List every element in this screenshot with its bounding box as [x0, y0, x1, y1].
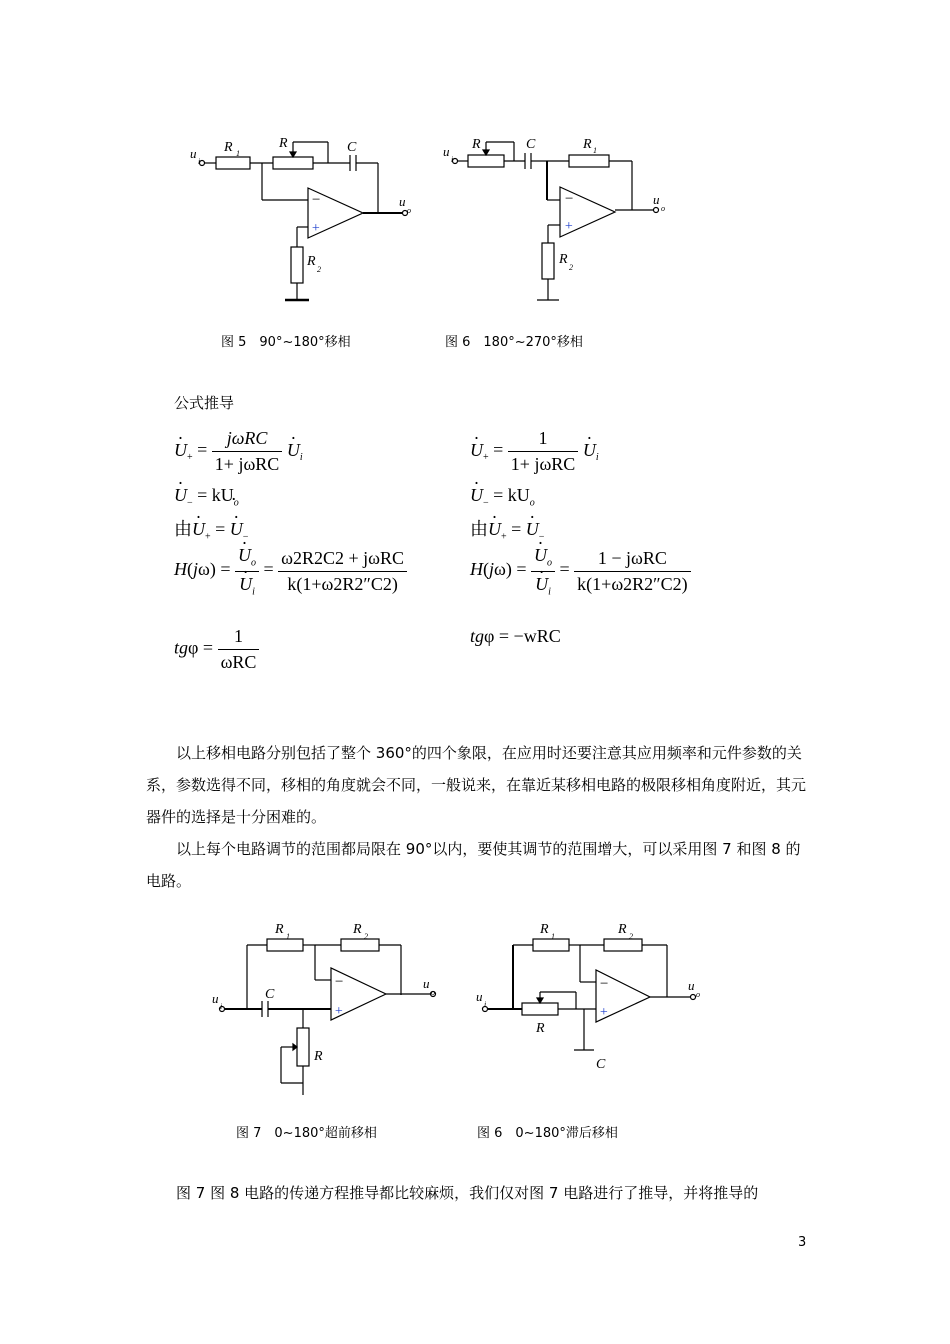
figure-6-circuit: [435, 130, 675, 310]
fig7-cap-label: C: [265, 987, 275, 1002]
fig5-rpot-label: R: [279, 136, 288, 151]
fig6-r1-sub: 1: [593, 146, 597, 155]
fig7-output-sub: o: [431, 988, 435, 997]
fig6-r2-label: R: [559, 252, 568, 267]
fig6-minus: −: [564, 191, 575, 207]
figure-5-caption: 图 5 90°~180°移相: [221, 335, 351, 350]
fig5-minus: −: [311, 192, 322, 208]
formula-left-2: · $U_- = kU_o$: [174, 485, 239, 509]
fig7-output-label: u: [423, 976, 430, 991]
figure-8-caption: 图 6 0~180°滞后移相: [477, 1126, 618, 1141]
fig6-plus: +: [564, 219, 574, 234]
fig5-r2-sub: 2: [317, 265, 321, 274]
fig7-r2-label: R: [353, 922, 362, 937]
fig5-r1-sub: 1: [236, 149, 240, 158]
fig6-input-label: u: [443, 144, 450, 159]
fig8-r2-sub: 2: [629, 932, 633, 941]
fig6-input-sub: i: [451, 155, 454, 164]
fig8-output-label: u: [688, 978, 695, 993]
fig8-minus: −: [599, 976, 610, 992]
fig7-input-label: u: [212, 991, 219, 1006]
figure-7-caption: 图 7 0~180°超前移相: [236, 1126, 377, 1141]
fig5-r2-label: R: [307, 254, 316, 269]
fig5-output-label: u: [399, 194, 406, 209]
fig6-r1-label: R: [583, 137, 592, 152]
formula-right-tg: tgφ = −wRC: [470, 626, 561, 646]
section-heading: 公式推导: [174, 394, 235, 412]
formula-left-tg: tgφ = $\frac{1}{\text{ωRC}}$: [174, 626, 259, 673]
formula-left-h: H(jω) = · $U_o$ · $U_i$ = $\frac{\text{ω2R2C2 + jωRC}}{k(1+\omega 2R2''C2)}$: [174, 545, 407, 597]
fig5-output-sub: o: [407, 206, 411, 215]
fig7-r2-sub: 2: [364, 932, 368, 941]
fig8-plus: +: [599, 1005, 609, 1020]
formula-right-3: 由· $U_+$ = · $U_-$: [470, 515, 544, 543]
formula-right-2: · $U_- = kU_o$: [470, 485, 535, 509]
formula-right-1: · $U_+$ = $\frac{1}{\text{1+ jωRC}}$ · $U_i$: [470, 428, 599, 475]
fig6-cap-label: C: [526, 137, 536, 152]
fig6-output-sub: o: [661, 204, 665, 213]
fig7-r1-label: R: [275, 922, 284, 937]
fig8-cap-label: C: [596, 1057, 606, 1072]
fig7-input-sub: i: [220, 1002, 223, 1011]
fig7-r1-sub: 1: [286, 932, 290, 941]
fig8-r1-label: R: [540, 922, 549, 937]
fig8-output-sub: o: [696, 990, 700, 999]
fig8-r2-label: R: [618, 922, 627, 937]
paragraph-2: 以上每个电路调节的范围都局限在 90°以内，要使其调节的范围增大，可以采用图 7 和图 8 的电路。: [146, 840, 801, 890]
fig5-input-sub: i: [198, 157, 201, 166]
figure-6-caption: 图 6 180°~270°移相: [445, 335, 583, 350]
formula-left-1: · $U_+$ = $\frac{\text{jωRC}}{\text{1+ jωRC}}$ · $U_i$: [174, 428, 303, 475]
fig7-minus: −: [334, 974, 345, 990]
formula-left-3: 由· $U_+$ = · $U_-$: [174, 515, 248, 543]
fig6-r2-sub: 2: [569, 263, 573, 272]
page-number: 3: [798, 1235, 807, 1250]
fig5-cap-label: C: [347, 140, 357, 155]
fig8-rpot-label: R: [536, 1021, 545, 1036]
fig6-rpot-label: R: [472, 137, 481, 152]
fig8-r1-sub: 1: [551, 932, 555, 941]
fig5-r1-label: R: [224, 140, 233, 155]
fig6-output-label: u: [653, 192, 660, 207]
fig7-rpot-label: R: [314, 1049, 323, 1064]
fig5-input-label: u: [190, 146, 197, 161]
paragraph-3: 图 7 图 8 电路的传递方程推导都比较麻烦，我们仅对图 7 电路进行了推导，并将推导的: [176, 1184, 759, 1202]
fig5-plus: +: [311, 221, 321, 236]
fig7-plus: +: [334, 1004, 344, 1019]
figure-8-circuit: [468, 920, 718, 1100]
formula-right-h: H(jω) = · $U_o$ · $U_i$ = $\frac{\text{1 − jωRC}}{k(1+\omega 2R2''C2)}$: [470, 545, 691, 597]
fig8-input-label: u: [476, 989, 483, 1004]
fig8-input-sub: i: [484, 1000, 487, 1009]
figure-5-circuit: [180, 130, 420, 310]
paragraph-1: 以上移相电路分别包括了整个 360°的四个象限，在应用时还要注意其应用频率和元件参数的关系，参数选得不同，移相的角度就会不同，一般说来，在靠近某移相电路的极限移相角度附近，其元器件的选择是十分困难的。: [146, 744, 807, 826]
figure-7-circuit: [205, 920, 455, 1100]
